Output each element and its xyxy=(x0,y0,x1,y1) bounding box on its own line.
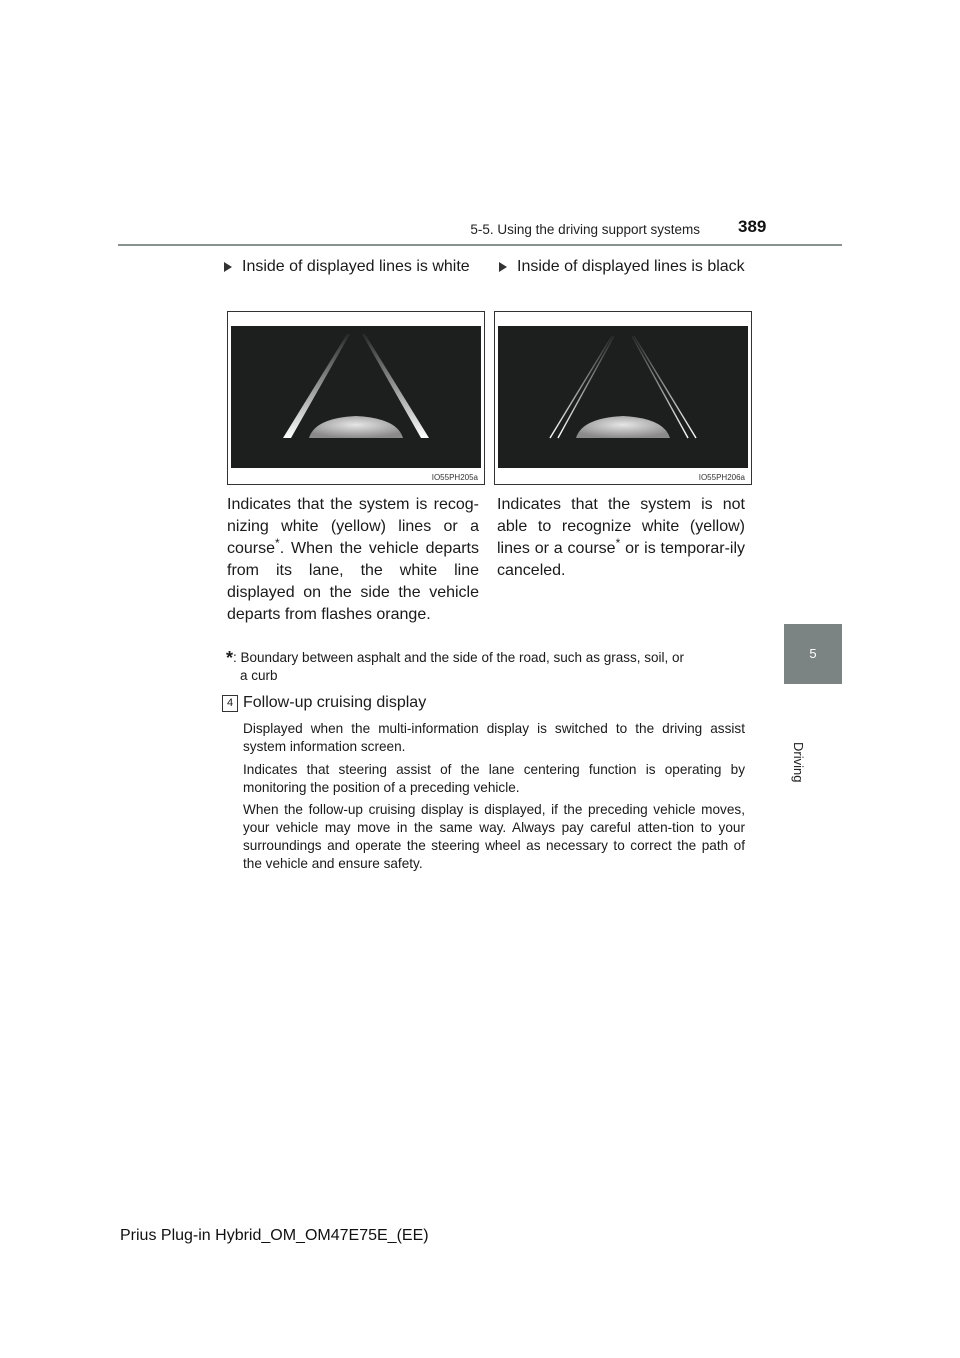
section-title: Follow-up cruising display xyxy=(243,694,427,711)
bullet-triangle-icon xyxy=(224,262,232,272)
lane-lines-white-illustration xyxy=(231,326,481,467)
figure-code: IO55PH206a xyxy=(698,473,745,482)
figure-white-lines xyxy=(227,311,485,485)
running-header: 5-5. Using the driving support systems xyxy=(470,222,700,237)
column-heading-black xyxy=(517,256,745,278)
page-number: 389 xyxy=(738,217,767,236)
vehicle-shape xyxy=(309,416,403,438)
column-heading-text: Inside of displayed lines is black xyxy=(517,258,745,275)
chapter-tab-number: 5 xyxy=(784,624,842,684)
description-text: Indicates that the system is recog-nizing white (yellow) lines or a course xyxy=(227,496,479,557)
description-text: or is temporar-ily canceled. xyxy=(497,540,746,579)
display-screen xyxy=(498,326,748,468)
description-white xyxy=(227,494,479,626)
section-number-badge: 4 xyxy=(222,695,238,712)
lane-lines-black-illustration xyxy=(498,326,748,467)
document-footer: Prius Plug-in Hybrid_OM_OM47E75E_(EE) xyxy=(120,1227,429,1244)
figure-black-lines xyxy=(494,311,752,485)
bullet-triangle-icon xyxy=(499,262,507,272)
chapter-tab-label-text: Driving xyxy=(791,742,806,783)
figure-code: IO55PH205a xyxy=(431,473,478,482)
section-paragraph: Displayed when the multi-information display is switched to the driving assist system information screen. xyxy=(243,721,745,754)
description-text: Indicates that the system is not able to recognize white (yellow) lines or a course xyxy=(497,496,745,557)
description-black xyxy=(497,494,745,582)
vehicle-shape xyxy=(576,416,670,438)
description-text: . When the vehicle departs from its lane, the white line displayed on the side the vehicle departs from flashes orange. xyxy=(227,540,479,623)
footnote xyxy=(226,649,746,685)
footnote-marker: * xyxy=(615,536,621,550)
footnote-text: : Boundary between asphalt and the side of the road, such as grass, soil, or xyxy=(233,650,685,665)
section-paragraph: When the follow-up cruising display is displayed, if the preceding vehicle moves, your vehicle may move in the same way. Always pay careful atten-tion to your surroundings and operate the steering wheel as necessary to correct the path of the vehicle and ensure safety. xyxy=(243,802,745,871)
footnote-text-cont: a curb xyxy=(240,668,278,683)
section-paragraph: Indicates that steering assist of the lane centering function is operating by monitoring the position of a preceding vehicle. xyxy=(243,762,745,795)
display-screen xyxy=(231,326,481,468)
chapter-tab-label xyxy=(784,690,842,783)
footnote-marker: * xyxy=(275,536,280,550)
footnote-marker: * xyxy=(226,648,234,668)
header-divider xyxy=(118,244,842,246)
column-heading-white xyxy=(242,256,478,278)
column-heading-text: Inside of displayed lines is white xyxy=(242,258,470,275)
